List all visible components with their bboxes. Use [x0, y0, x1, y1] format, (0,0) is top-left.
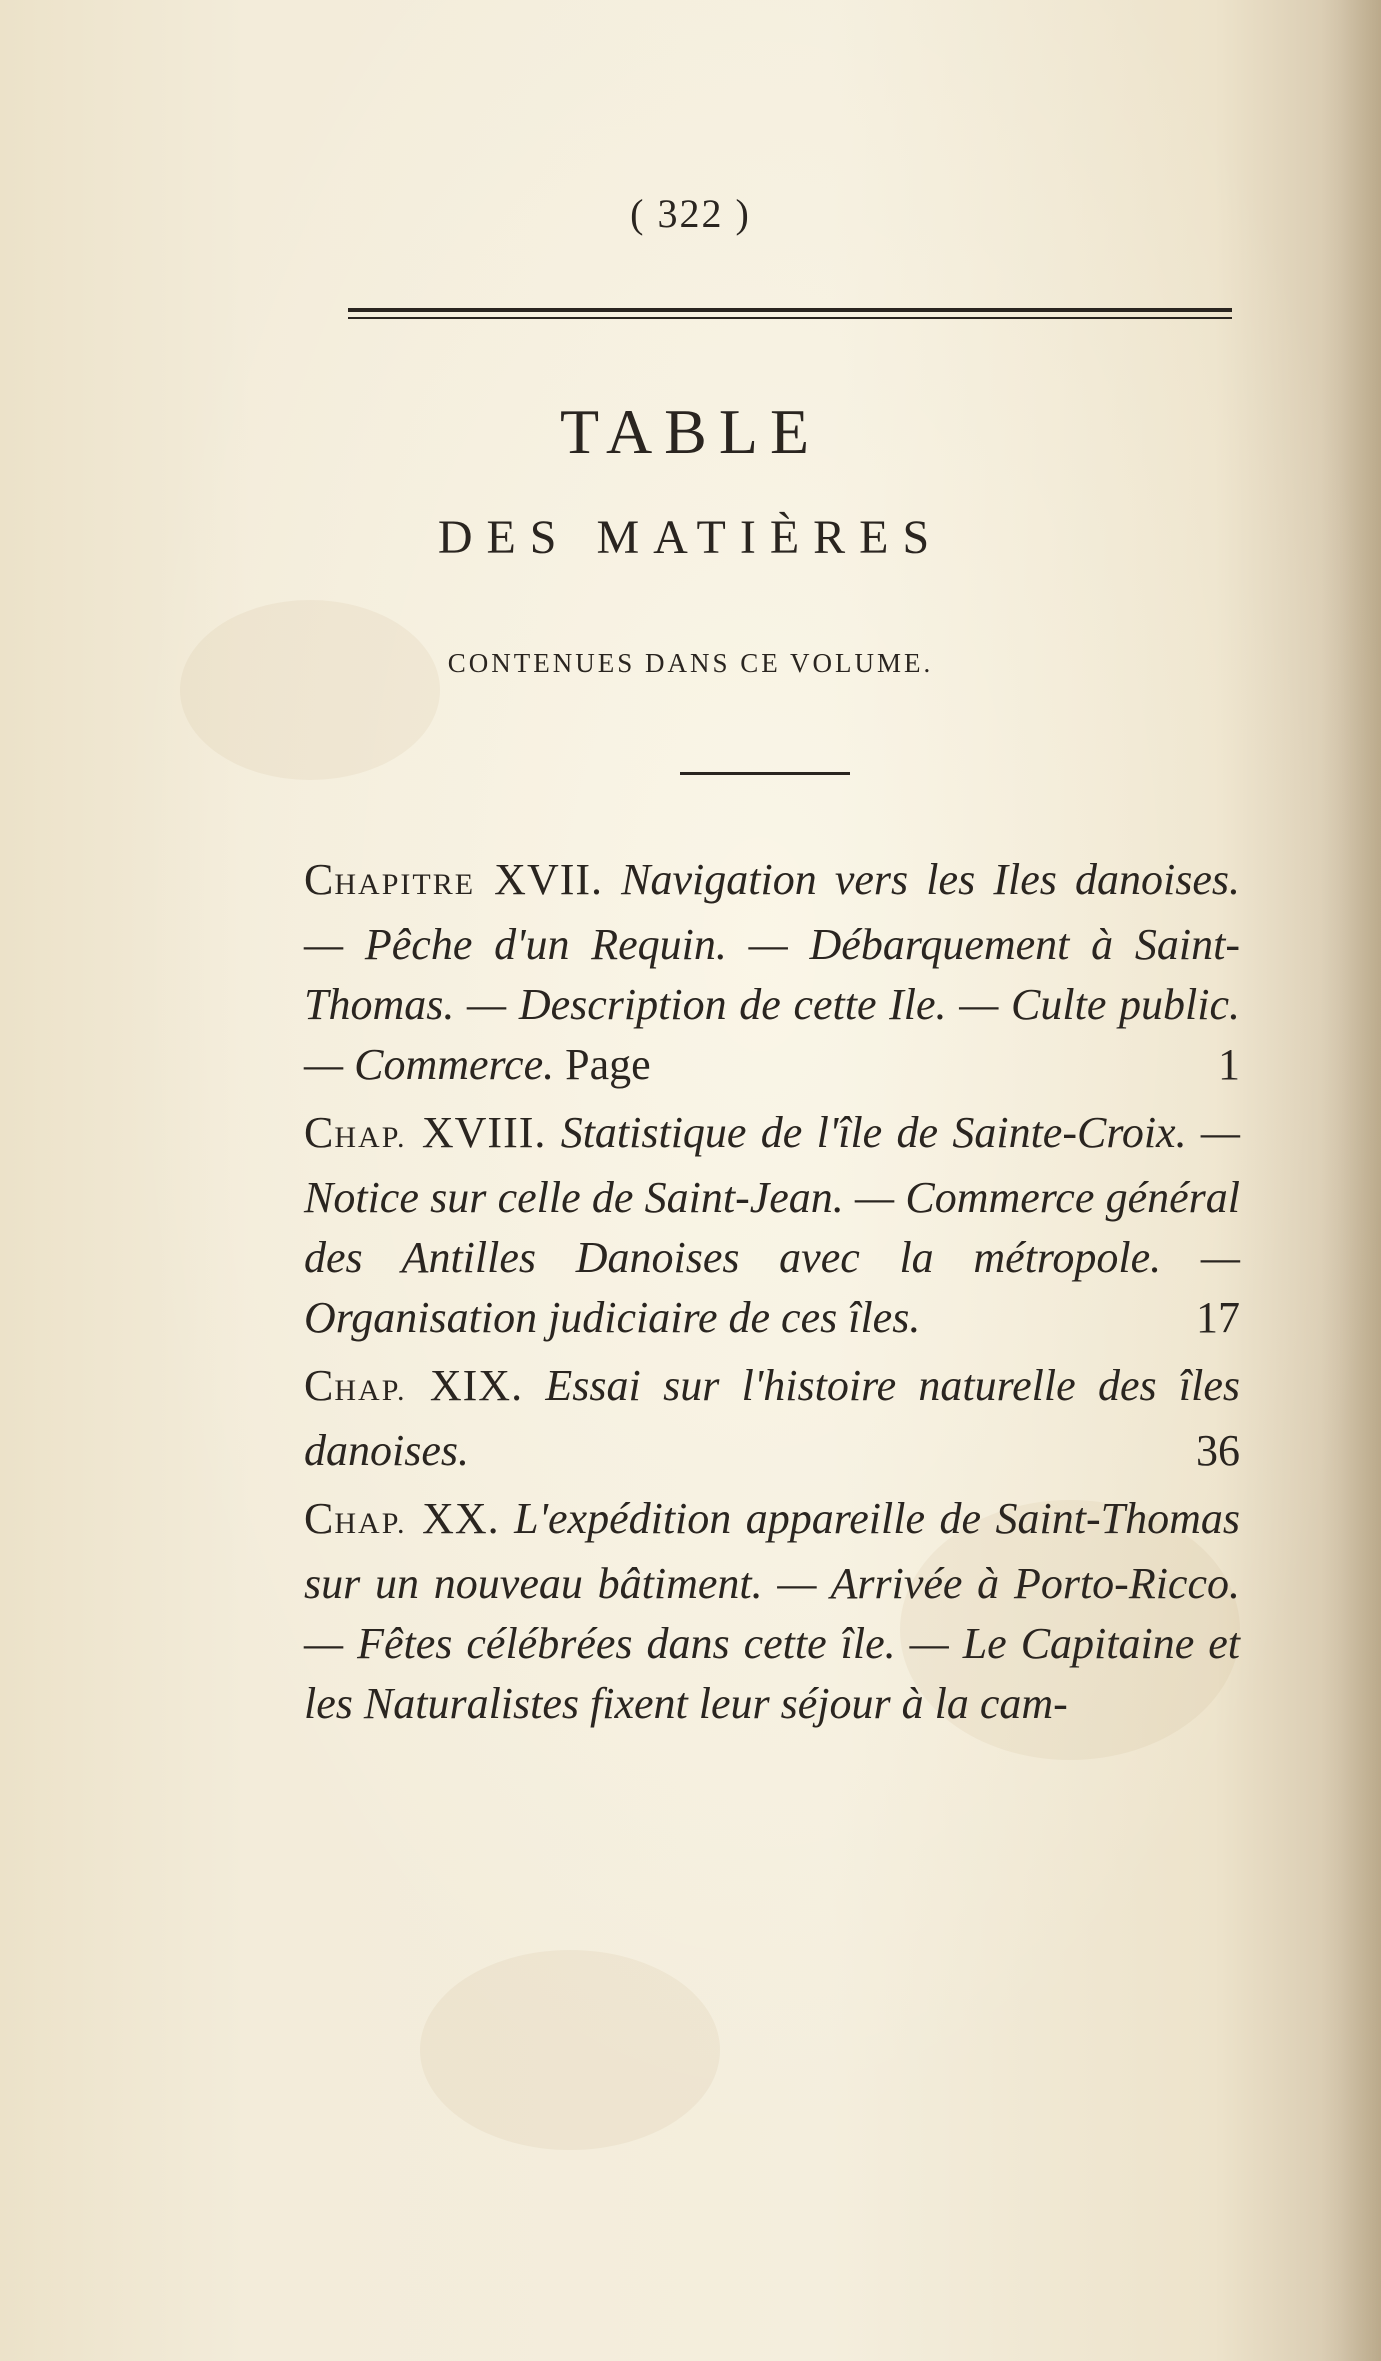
- chapter-page: 17: [1196, 1293, 1240, 1342]
- table-of-contents: [304, 850, 1240, 1742]
- chapter-description: L'expédition appareille de Saint-Thomas sur un nouveau bâtiment. — Arrivée à Porto-Ricco. — Fêtes célébrées dans cette île. — Le Capitaine et les Naturalistes fixent leur séjour à la cam-: [304, 1494, 1240, 1728]
- chapter-page: 36: [1196, 1426, 1240, 1475]
- rule-thick: [348, 308, 1232, 312]
- chapter-description: Essai sur l'histoire naturelle des îles danoises.: [304, 1361, 1241, 1475]
- page-title: TABLE: [559, 396, 822, 467]
- paper-stain: [180, 600, 440, 780]
- page-number: ( 322 ): [630, 191, 751, 236]
- toc-entry: [304, 1356, 1240, 1481]
- chapter-label: CHAP. XVIII.: [304, 1108, 547, 1157]
- chapter-description: Navigation vers les Iles danoises. — Pêche d'un Requin. — Débarquement à Saint-Thomas. — Description de cette Ile. — Culte public. — Commerce.: [304, 855, 1240, 1089]
- chapter-label: CHAP. XIX.: [304, 1361, 524, 1410]
- toc-entry: [304, 850, 1240, 1095]
- page-word: Page: [565, 1040, 651, 1089]
- chapter-label: CHAP. XX.: [304, 1494, 500, 1543]
- chapter-description: Statistique de l'île de Sainte-Croix. — Notice sur celle de Saint-Jean. — Commerce général des Antilles Danoises avec la métropole. — Organisation judiciaire de ces îles.: [304, 1108, 1240, 1342]
- page-edge-shadow: [1321, 0, 1381, 2361]
- page-subtitle: DES MATIÈRES: [437, 511, 944, 564]
- header-double-rule: [348, 308, 1232, 322]
- chapter-label: CHAPITRE XVII.: [304, 855, 604, 904]
- toc-entry: [304, 1489, 1240, 1734]
- page-caption: CONTENUES DANS CE VOLUME.: [447, 648, 934, 678]
- paper-stain: [420, 1950, 720, 2150]
- chapter-page: 1: [1218, 1040, 1240, 1089]
- toc-entry: [304, 1103, 1240, 1348]
- section-divider: [680, 772, 850, 775]
- rule-thin: [348, 317, 1232, 319]
